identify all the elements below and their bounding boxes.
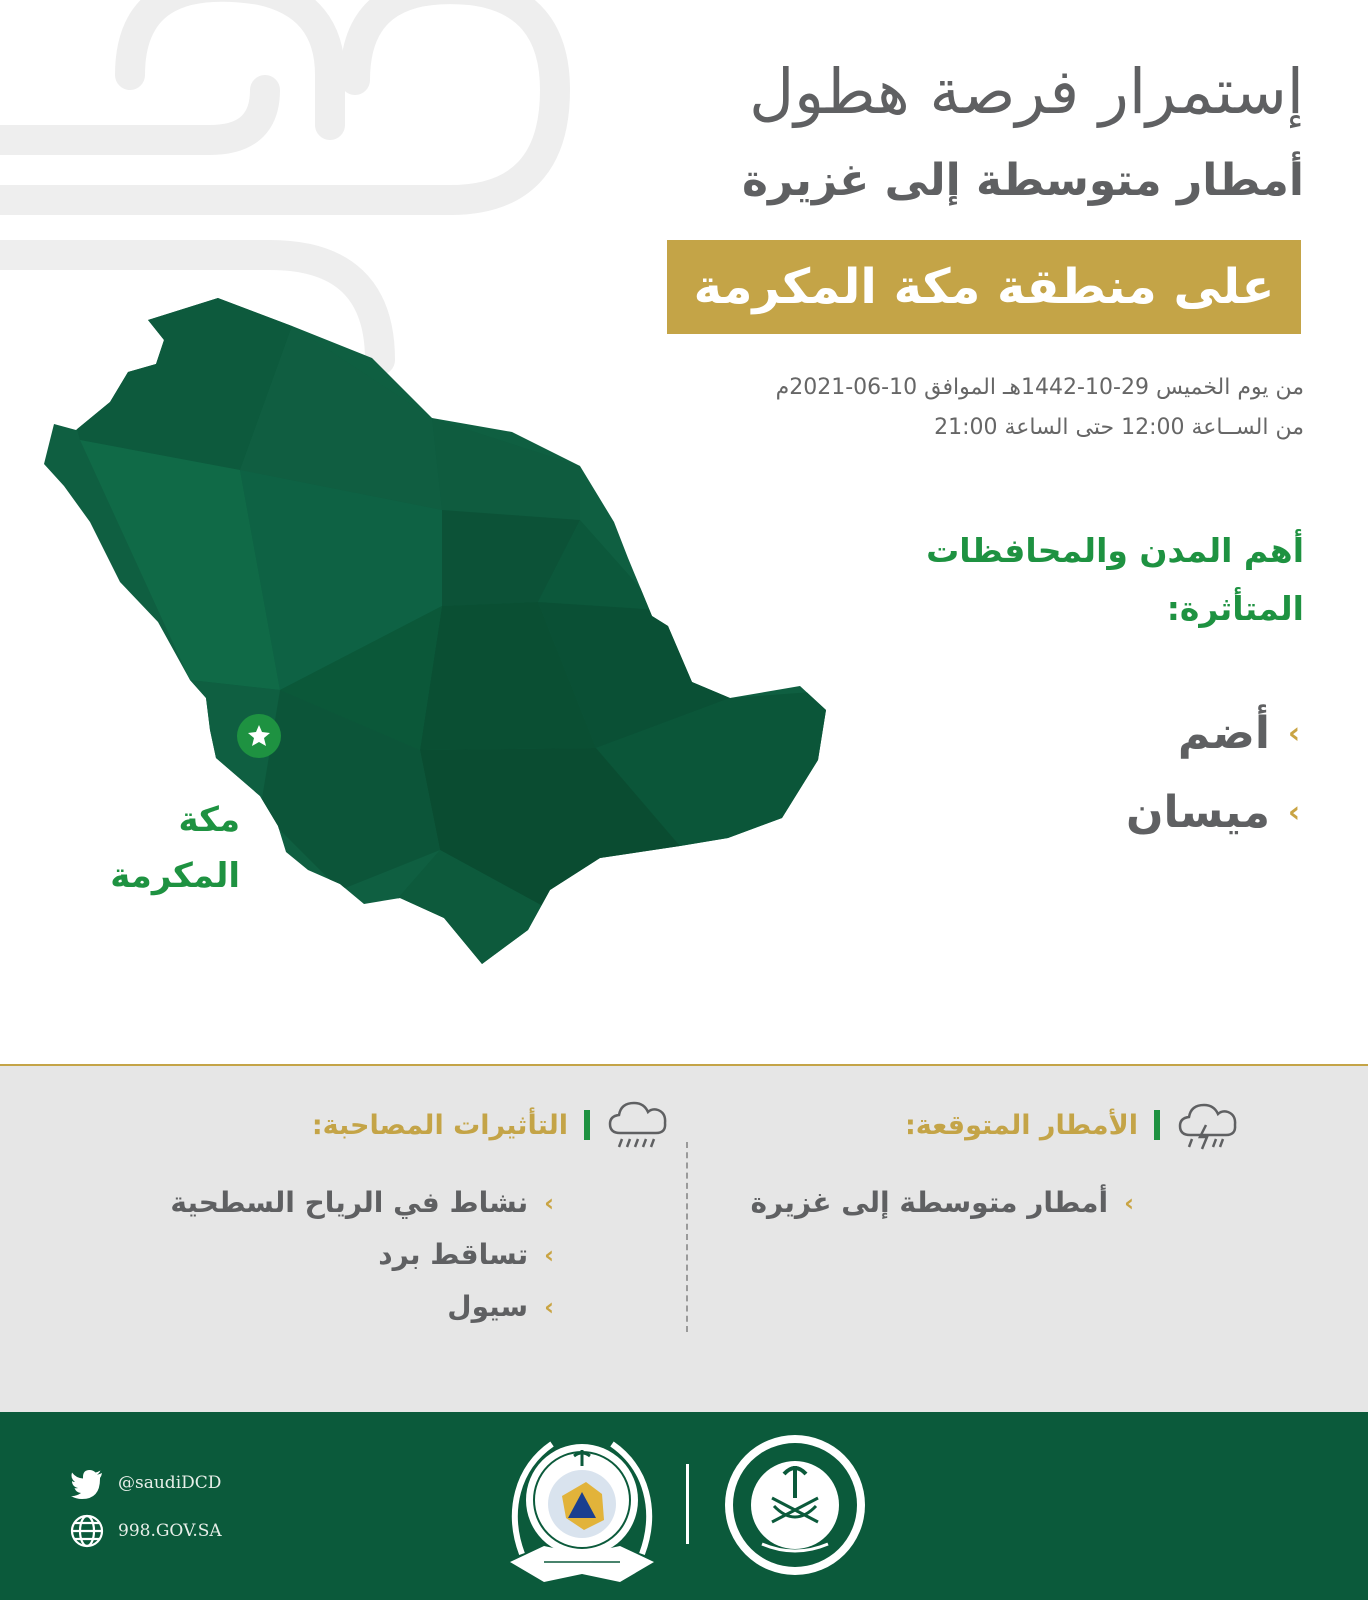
effect-item xyxy=(447,1290,554,1323)
chevron-left-icon: ‹ xyxy=(544,1240,554,1269)
effect-item xyxy=(378,1238,554,1271)
expected-rain-title: الأمطار المتوقعة: xyxy=(905,1109,1138,1141)
map-city-label xyxy=(60,792,240,904)
website-url: 998.GOV.SA xyxy=(118,1521,222,1541)
green-bar xyxy=(584,1110,590,1140)
globe-icon xyxy=(70,1514,104,1548)
affected-title-line-1: أهم المدن والمحافظات xyxy=(926,531,1304,570)
chevron-left-icon: ‹ xyxy=(1287,715,1301,751)
website-link[interactable] xyxy=(70,1514,222,1548)
twitter-icon xyxy=(70,1466,104,1500)
twitter-link[interactable] xyxy=(70,1466,221,1500)
effects-header xyxy=(312,1100,670,1150)
effect-text: تساقط برد xyxy=(378,1238,529,1271)
thunderstorm-cloud-icon xyxy=(1176,1095,1240,1155)
city-name: أضم xyxy=(1177,707,1270,759)
map-label-line-1: مكة xyxy=(178,800,240,840)
twitter-handle: @saudiDCD xyxy=(118,1473,222,1493)
forecast-details-panel xyxy=(0,1066,1368,1412)
effects-title: التأثيرات المصاحبة: xyxy=(311,1109,568,1141)
city-item xyxy=(904,782,1304,842)
affected-title-line-2: المتأثرة: xyxy=(1166,589,1304,628)
headline-line-1: إستمرار فرصة هطول xyxy=(749,55,1304,128)
effects-column xyxy=(130,1066,670,1412)
city-name: ميسان xyxy=(1125,786,1270,838)
effect-text: نشاط في الرياح السطحية xyxy=(170,1186,529,1219)
expected-rain-column xyxy=(700,1066,1240,1412)
rain-cloud-icon xyxy=(606,1095,670,1155)
green-bar xyxy=(1154,1110,1160,1140)
logo-divider xyxy=(686,1464,689,1544)
expected-rain-text: أمطار متوسطة إلى غزيرة xyxy=(750,1186,1109,1219)
effect-text: سيول xyxy=(447,1290,529,1323)
chevron-left-icon: ‹ xyxy=(1287,794,1301,830)
time-text: من الســاعة 12:00 حتى الساعة 21:00 xyxy=(934,415,1304,440)
expected-rain-header xyxy=(905,1100,1240,1150)
civil-defense-logo xyxy=(504,1422,660,1590)
effect-item xyxy=(170,1186,554,1219)
region-banner-text: على منطقة مكة المكرمة xyxy=(693,259,1275,315)
map-label-line-2: المكرمة xyxy=(110,856,240,896)
chevron-left-icon: ‹ xyxy=(1124,1188,1134,1217)
headline-line-2: أمطار متوسطة إلى غزيرة xyxy=(741,155,1304,206)
ministry-of-interior-logo xyxy=(722,1432,868,1578)
affected-cities-title xyxy=(784,522,1304,638)
column-divider xyxy=(686,1142,688,1332)
footer xyxy=(0,1412,1368,1600)
city-item xyxy=(904,703,1304,763)
chevron-left-icon: ‹ xyxy=(544,1188,554,1217)
expected-rain-item xyxy=(750,1186,1134,1219)
date-text: من يوم الخميس 29-10-1442هـ الموافق 10-06-2021م xyxy=(775,375,1304,400)
chevron-left-icon: ‹ xyxy=(544,1292,554,1321)
